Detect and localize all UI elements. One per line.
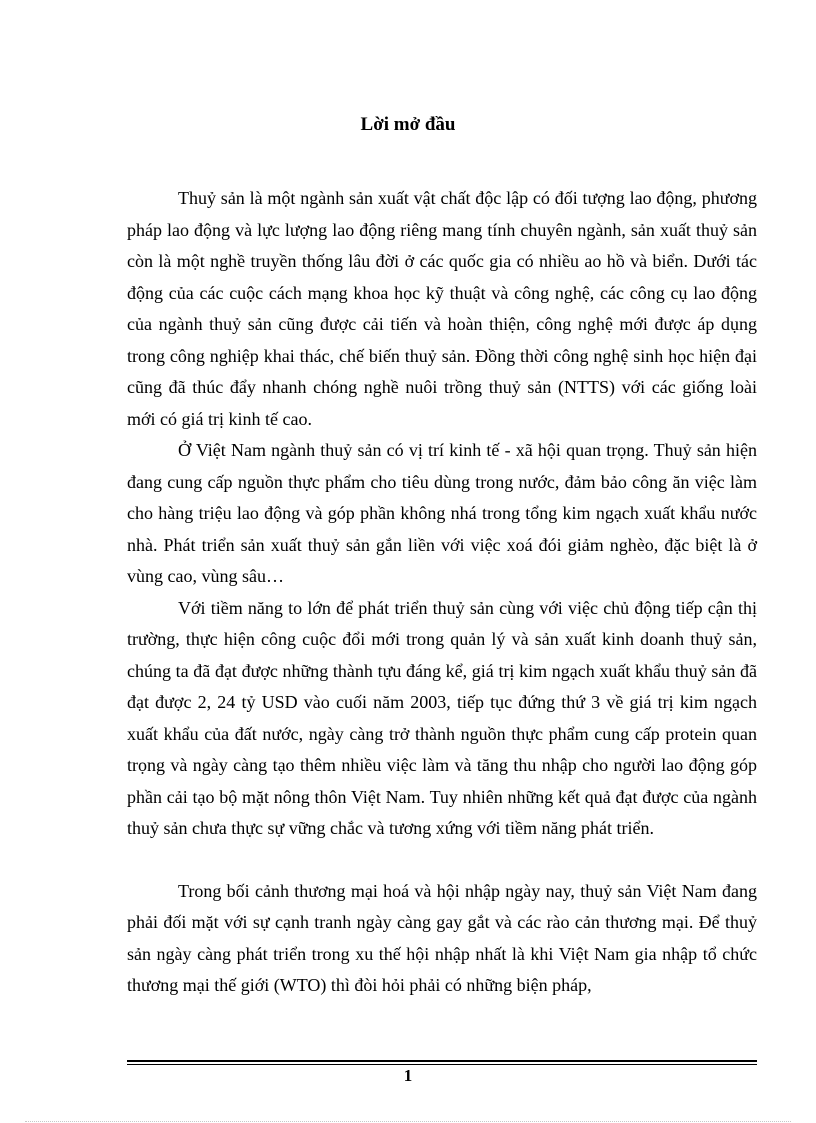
body-text	[127, 183, 757, 1002]
paragraph-1: Thuỷ sản là một ngành sản xuất vật chất độc lập có đối tượng lao động, phương pháp lao động và lực lượng lao động riêng mang tính chuyên ngành, sản xuất thuỷ sản còn là một nghề truyền thống lâu đời ở các quốc gia có nhiều ao hồ và biển. Dưới tác động của các cuộc cách mạng khoa học kỹ thuật và công nghệ, các công cụ lao động của ngành thuỷ sản cũng được cải tiến và hoàn thiện, công nghệ mới được áp dụng trong công nghiệp khai thác, chế biến thuỷ sản. Đồng thời công nghệ sinh học hiện đại cũng đã thúc đẩy nhanh chóng nghề nuôi trồng thuỷ sản (NTTS) với các giống loài mới có giá trị kinh tế cao.	[127, 188, 757, 429]
page-title: Lời mở đầu	[360, 114, 456, 135]
footer-rule	[127, 1060, 757, 1062]
page-edge-divider	[25, 1121, 791, 1122]
footer-rule-secondary	[127, 1064, 757, 1065]
paragraph-2: Ở Việt Nam ngành thuỷ sản có vị trí kinh tế - xã hội quan trọng. Thuỷ sản hiện đang cung cấp nguồn thực phẩm cho tiêu dùng trong nước, đảm bảo công ăn việc làm cho hàng triệu lao động và góp phần không nhá trong tổng kim ngạch xuất khẩu nước nhà. Phát triển sản xuất thuỷ sản gắn liền với việc xoá đói giảm nghèo, đặc biệt là ở vùng cao, vùng sâu…	[127, 440, 757, 586]
paragraph-3: Với tiềm năng to lớn để phát triển thuỷ sản cùng với việc chủ động tiếp cận thị trường, thực hiện công cuộc đổi mới trong quản lý và sản xuất kinh doanh thuỷ sản, chúng ta đã đạt được những thành tựu đáng kể, giá trị kim ngạch xuất khẩu thuỷ sản đã đạt được 2, 24 tỷ USD vào cuối năm 2003, tiếp tục đứng thứ 3 về giá trị kim ngạch xuất khẩu của đất nước, ngày càng trở thành nguồn thực phẩm cung cấp protein quan trọng và ngày càng tạo thêm nhiều việc làm và tăng thu nhập cho người lao động góp phần cải tạo bộ mặt nông thôn Việt Nam. Tuy nhiên những kết quả đạt được của ngành thuỷ sản chưa thực sự vững chắc và tương xứng với tiềm năng phát triển.	[127, 597, 757, 838]
page-number: 1	[403, 1066, 413, 1085]
paragraph-4: Trong bối cảnh thương mại hoá và hội nhập ngày nay, thuỷ sản Việt Nam đang phải đối mặt với sự cạnh tranh ngày càng gay gắt và các rào cản thương mại. Để thuỷ sản ngày càng phát triển trong xu thế hội nhập nhất là khi Việt Nam gia nhập tổ chức thương mại thế giới (WTO) thì đòi hỏi phải có những biện pháp,	[127, 880, 757, 995]
